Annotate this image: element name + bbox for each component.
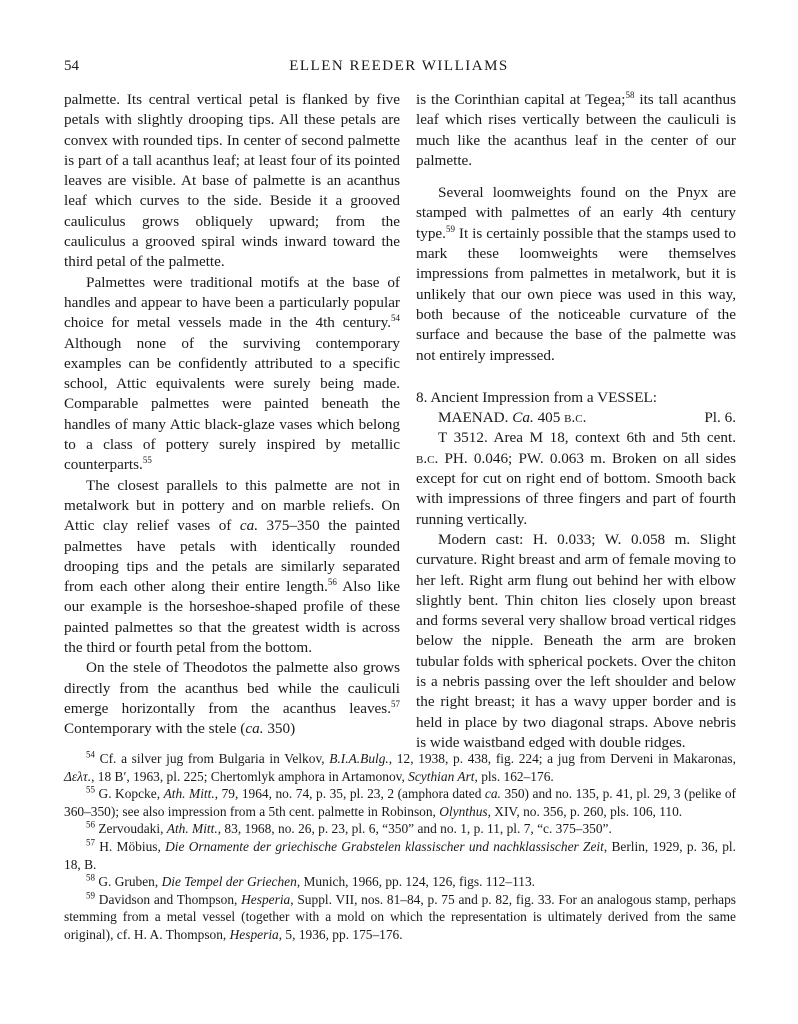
footnote: $^{59}$ Davidson and Thompson, Hesperia, Suppl. VII, nos. 81–84, p. 75 and p. 82, fig. 33. For an analogous stamp, perhaps stemming from a metal vessel (together with a mold on which the representation is ultimately derived from the same original), cf. H. A. Thompson, Hesperia, 5, 1936, pp. 175–176. [64,890,736,942]
paragraph: Palmettes were traditional motifs at the base of handles and appear to have been a particularly popular choice for metal vessels made in the 4th century.$^{54}$ Although none of the surviving contemporary examples can be confidently attributed to a specific school, Attic equivalents were surely being made. Comparable palmettes were painted beneath the handles of many Attic black-glaze vases which belong to a class of pottery surely inspired by metallic counterparts.$^{55}$ [64,273,400,474]
footnote: $^{55}$ G. Kopcke, Ath. Mitt., 79, 1964, no. 74, p. 35, pl. 23, 2 (amphora dated ca. 350) and no. 135, p. 41, pl. 29, 3 (pelike of 360–350); see also impression from a 5th cent. palmette in Robinson, Olynthus, XIV, no. 356, p. 260, pls. 106, 110. [64,784,736,819]
paragraph: T 3512. Area M 18, context 6th and 5th cent. b.c. PH. 0.046; PW. 0.063 m. Broken on all sides except for cut on right end of bottom. Smooth back with impressions of three fingers and part of fourth running vertically. [416,429,736,528]
footnote: $^{57}$ H. Möbius, Die Ornamente der griechische Grabstelen klassischer und nachklassischer Zeit, Berlin, 1929, p. 36, pl. 18, B. [64,837,736,872]
paragraph: On the stele of Theodotos the palmette also grows directly from the acanthus bed while the cauliculi emerge horizontally from the acanthus leaves.$^{57}$ Contemporary with the stele (ca. 350) [64,659,400,738]
paragraph: Modern cast: H. 0.033; W. 0.058 m. Slight curvature. Right breast and arm of female moving to her left. Right arm flung out behind her with elbow slightly bent. Thin chiton lies closely upon breast and forms several very shallow broad vertical ridges below the nipple. Beneath the arm are broken tubular folds with spherical pockets. Over the chiton is a nebris passing over the left shoulder and below the right breast; it has a wavy upper border and is held in place by two diagonal straps. Above nebris is wide waistband edged with double ridges. [416,530,736,751]
paragraph: is the Corinthian capital at Tegea;$^{58}$ its tall acanthus leaf which rises vertically between the cauliculi is much like the acanthus leaf in the center of our palmette. [416,89,736,169]
paragraph: palmette. Its central vertical petal is flanked by five petals with slightly drooping tips. All these petals are convex with rounded tips. In center of second palmette is part of a tall acanthus leaf; at least four of its pointed leaves are visible. At base of palmette is an acanthus leaf which curves to the side. Beside it a grooved cauliculus grows obliquely upward; from the cauliculus a grooved spiral winds inward toward the third petal of the palmette. [64,91,400,271]
running-head: ELLEN REEDER WILLIAMS [289,58,509,74]
paragraph: Several loomweights found on the Pnyx are stamped with palmettes of an early 4th century type.$^{59}$ It is certainly possible that the stamps used to mark these loomweights were themselves impressions from palmettes in metalwork, but it is unlikely that our own piece was used in this way, both because of the noticeable curvature of the surface and because the base of the palmette was not entirely impressed. [416,184,736,364]
footnote: $^{54}$ Cf. a silver jug from Bulgaria in Velkov, B.I.A.Bulg., 12, 1938, p. 438, fig. 224; a jug from Derveni in Makaronas, Δελτ., 18 B′, 1963, pl. 225; Chertomlyk amphora in Artamonov, Scythian Art, pls. 162–176. [64,749,736,784]
footnote-ref: 55 [142,455,152,466]
footnote: $^{56}$ Zervoudaki, Ath. Mitt., 83, 1968, no. 26, p. 23, pl. 6, “350” and no. 1, p. 11, pl. 7, “c. 375–350”. [86,819,612,837]
left-column [64,90,400,740]
footnote-ref: 57 [391,698,400,709]
page-number: 54 [64,58,79,74]
footnote-ref: 59 [445,223,455,234]
catalog-entry-heading: 8. Ancient Impression from a VESSEL: [416,388,658,406]
catalog-entry-subheading: MAENAD. Ca. 405 b.c. Pl. 6. [416,408,736,428]
footnote-ref: 56 [327,577,337,588]
footnotes [64,750,736,944]
plate-ref: Pl. 6. [704,409,736,427]
footnote-ref: 58 [625,89,635,100]
paragraph: The closest parallels to this palmette are not in metalwork but in pottery and on marble reliefs. On Attic clay relief vases of ca. 375–350 the painted palmettes have petals with identically rounded drooping tips and the petals are similarly separated from each other along their entire length.$^{56}$ Also like our example is the horseshoe-shaped profile of these painted palmettes so that the greatest width is across the third or fourth petal from the bottom. [64,476,400,657]
footnote-ref: 54 [391,313,400,324]
footnote: $^{58}$ G. Gruben, Die Tempel der Griechen, Munich, 1966, pp. 124, 126, figs. 112–113. [86,872,536,890]
right-column [416,90,736,753]
